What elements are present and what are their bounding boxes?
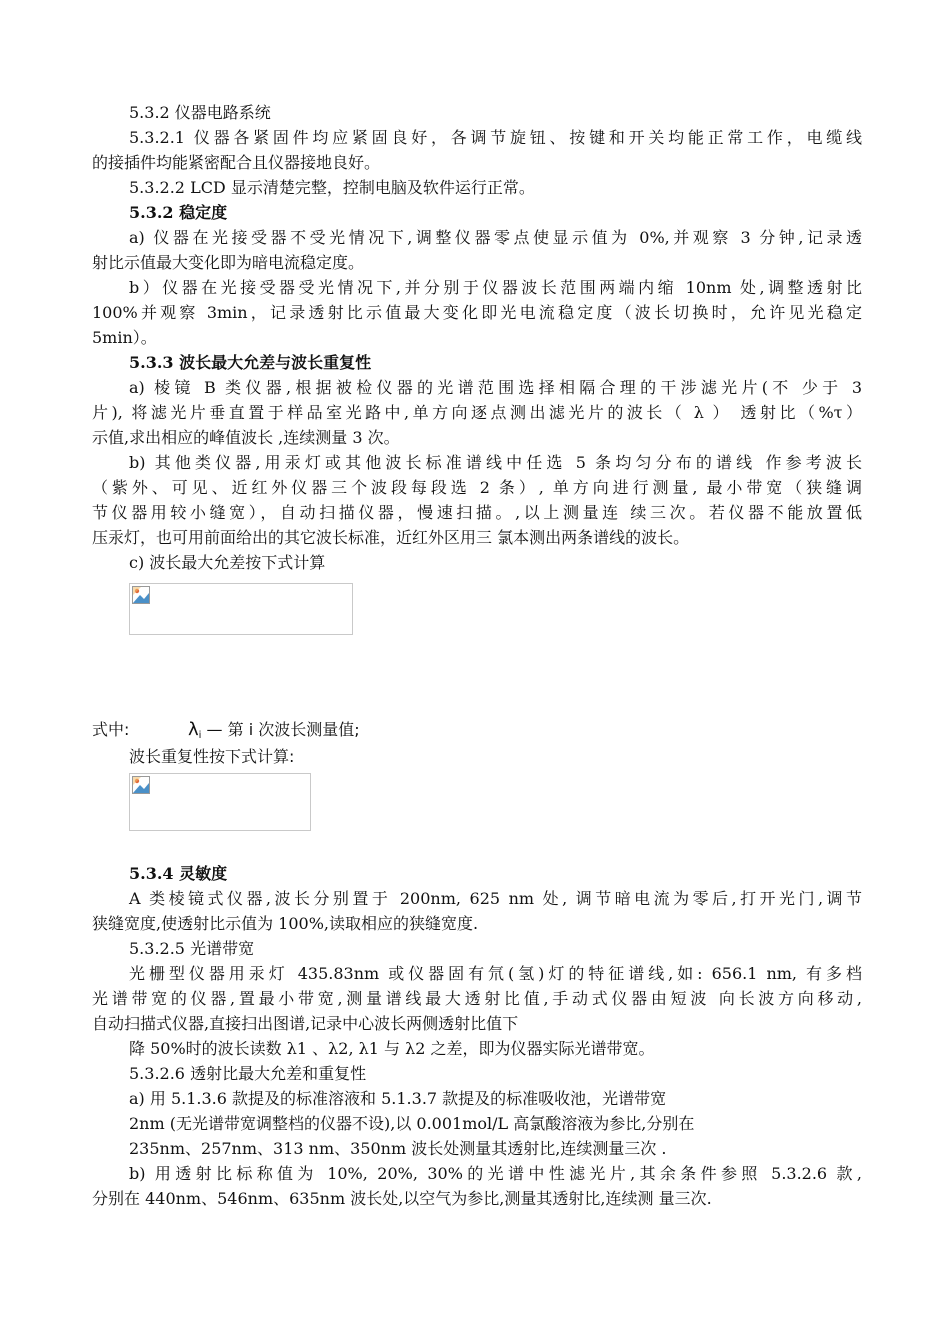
legend-line-1 bbox=[92, 717, 862, 742]
paragraph-line: 狭缝宽度,使透射比示值为 100%,读取相应的狭缝宽度. bbox=[92, 914, 479, 933]
subscript-i: i bbox=[198, 730, 202, 741]
paragraph-line: 节仪器用较小缝宽），自动扫描仪器，慢速扫描。,以上测量连 续三次。若仪器不能放置低 bbox=[92, 503, 862, 522]
legend-label: 式中: bbox=[92, 720, 130, 739]
paragraph-line: 235nm、257nm、313 nm、350nm 波长处测量其透射比,连续测量三次 . bbox=[129, 1139, 667, 1158]
paragraph-line: 射比示值最大变化即为暗电流稳定度。 bbox=[92, 253, 365, 272]
section-heading: 5.3.2 稳定度 bbox=[129, 203, 228, 222]
paragraph-line: 波长重复性按下式计算: bbox=[129, 747, 295, 766]
paragraph-line: b) 用透射比标称值为 10%, 20%, 30%的光谱中性滤光片,其余条件参照 5.3.2.6 款, bbox=[129, 1164, 862, 1183]
broken-image-icon bbox=[132, 776, 150, 794]
section-heading: 5.3.2.5 光谱带宽 bbox=[129, 939, 255, 958]
lambda-symbol: λ bbox=[188, 719, 199, 740]
paragraph-line: 压汞灯，也可用前面给出的其它波长标准，近红外区用三 氯本测出两条谱线的波长。 bbox=[92, 528, 690, 547]
paragraph-line: a) 仪器在光接受器不受光情况下,调整仪器零点使显示值为 0%,并观察 3 分钟,记录透 bbox=[129, 228, 862, 247]
paragraph-line: c) 波长最大允差按下式计算 bbox=[129, 553, 326, 572]
section-heading: 5.3.4 灵敏度 bbox=[129, 864, 228, 883]
paragraph-line: A 类棱镜式仪器,波长分别置于 200nm, 625 nm 处, 调节暗电流为零后,打开光门,调节 bbox=[129, 889, 862, 908]
paragraph-line: 5min）。 bbox=[92, 328, 157, 347]
section-heading: 5.3.2.6 透射比最大允差和重复性 bbox=[129, 1064, 367, 1083]
paragraph-line: 5.3.2.2 LCD 显示清楚完整，控制电脑及软件运行正常。 bbox=[129, 178, 535, 197]
paragraph-line: 分别在 440nm、546nm、635nm 波长处,以空气为参比,测量其透射比,连续测 量三次. bbox=[92, 1189, 712, 1208]
paragraph-line: 光谱带宽的仪器,置最小带宽,测量谱线最大透射比值,手动式仪器由短波 向长波方向移动, bbox=[92, 989, 862, 1008]
broken-image-icon bbox=[132, 586, 150, 604]
legend-text: — 第 i 次波长测量值; bbox=[206, 720, 360, 739]
paragraph-line: 自动扫描式仪器,直接扫出图谱,记录中心波长两侧透射比值下 bbox=[92, 1014, 519, 1033]
paragraph-line: a) 用 5.1.3.6 款提及的标准溶液和 5.1.3.7 款提及的标准吸收池，光谱带宽 bbox=[129, 1089, 667, 1108]
section-heading: 5.3.3 波长最大允差与波长重复性 bbox=[129, 353, 372, 372]
paragraph-line: 片), 将滤光片垂直置于样品室光路中,单方向逐点测出滤光片的波长（ λ ） 透射比（%τ） bbox=[92, 403, 862, 422]
paragraph-line: 5.3.2.1 仪器各紧固件均应紧固良好，各调节旋钮、按键和开关均能正常工作，电缆线 bbox=[129, 128, 862, 147]
formula-image-repeatability bbox=[129, 773, 311, 831]
section-heading: 5.3.2 仪器电路系统 bbox=[129, 103, 271, 122]
paragraph-line: 2nm (无光谱带宽调整档的仪器不设),以 0.001mol/L 高氯酸溶液为参比,分别在 bbox=[129, 1114, 695, 1133]
paragraph-line: 示值,求出相应的峰值波长 ,连续测量 3 次。 bbox=[92, 428, 400, 447]
paragraph-line: b）仪器在光接受器受光情况下,并分别于仪器波长范围两端内缩 10nm 处,调整透射比 bbox=[129, 278, 862, 297]
paragraph-line: 的接插件均能紧密配合且仪器接地良好。 bbox=[92, 153, 381, 172]
paragraph-line: 光栅型仪器用汞灯 435.83nm 或仪器固有氘(氢)灯的特征谱线,如: 656.1 nm, 有多档 bbox=[129, 964, 862, 983]
paragraph-line: b) 其他类仪器,用汞灯或其他波长标准谱线中任选 5 条均匀分布的谱线 作参考波长 bbox=[129, 453, 862, 472]
formula-image-max-error bbox=[129, 583, 353, 635]
document-page bbox=[92, 100, 862, 1211]
paragraph-line: a) 棱镜 B 类仪器,根据被检仪器的光谱范围选择相隔合理的干涉滤光片(不 少于 3 bbox=[129, 378, 862, 397]
paragraph-line: 100%并观察 3min，记录透射比示值最大变化即光电流稳定度（波长切换时，允许见光稳定 bbox=[92, 303, 862, 322]
paragraph-line: 降 50%时的波长读数 λ1 、λ2, λ1 与 λ2 之差，即为仪器实际光谱带宽。 bbox=[129, 1039, 655, 1058]
paragraph-line: （紫外、可见、近红外仪器三个波段每段选 2 条）, 单方向进行测量, 最小带宽（狭缝调 bbox=[92, 478, 862, 497]
